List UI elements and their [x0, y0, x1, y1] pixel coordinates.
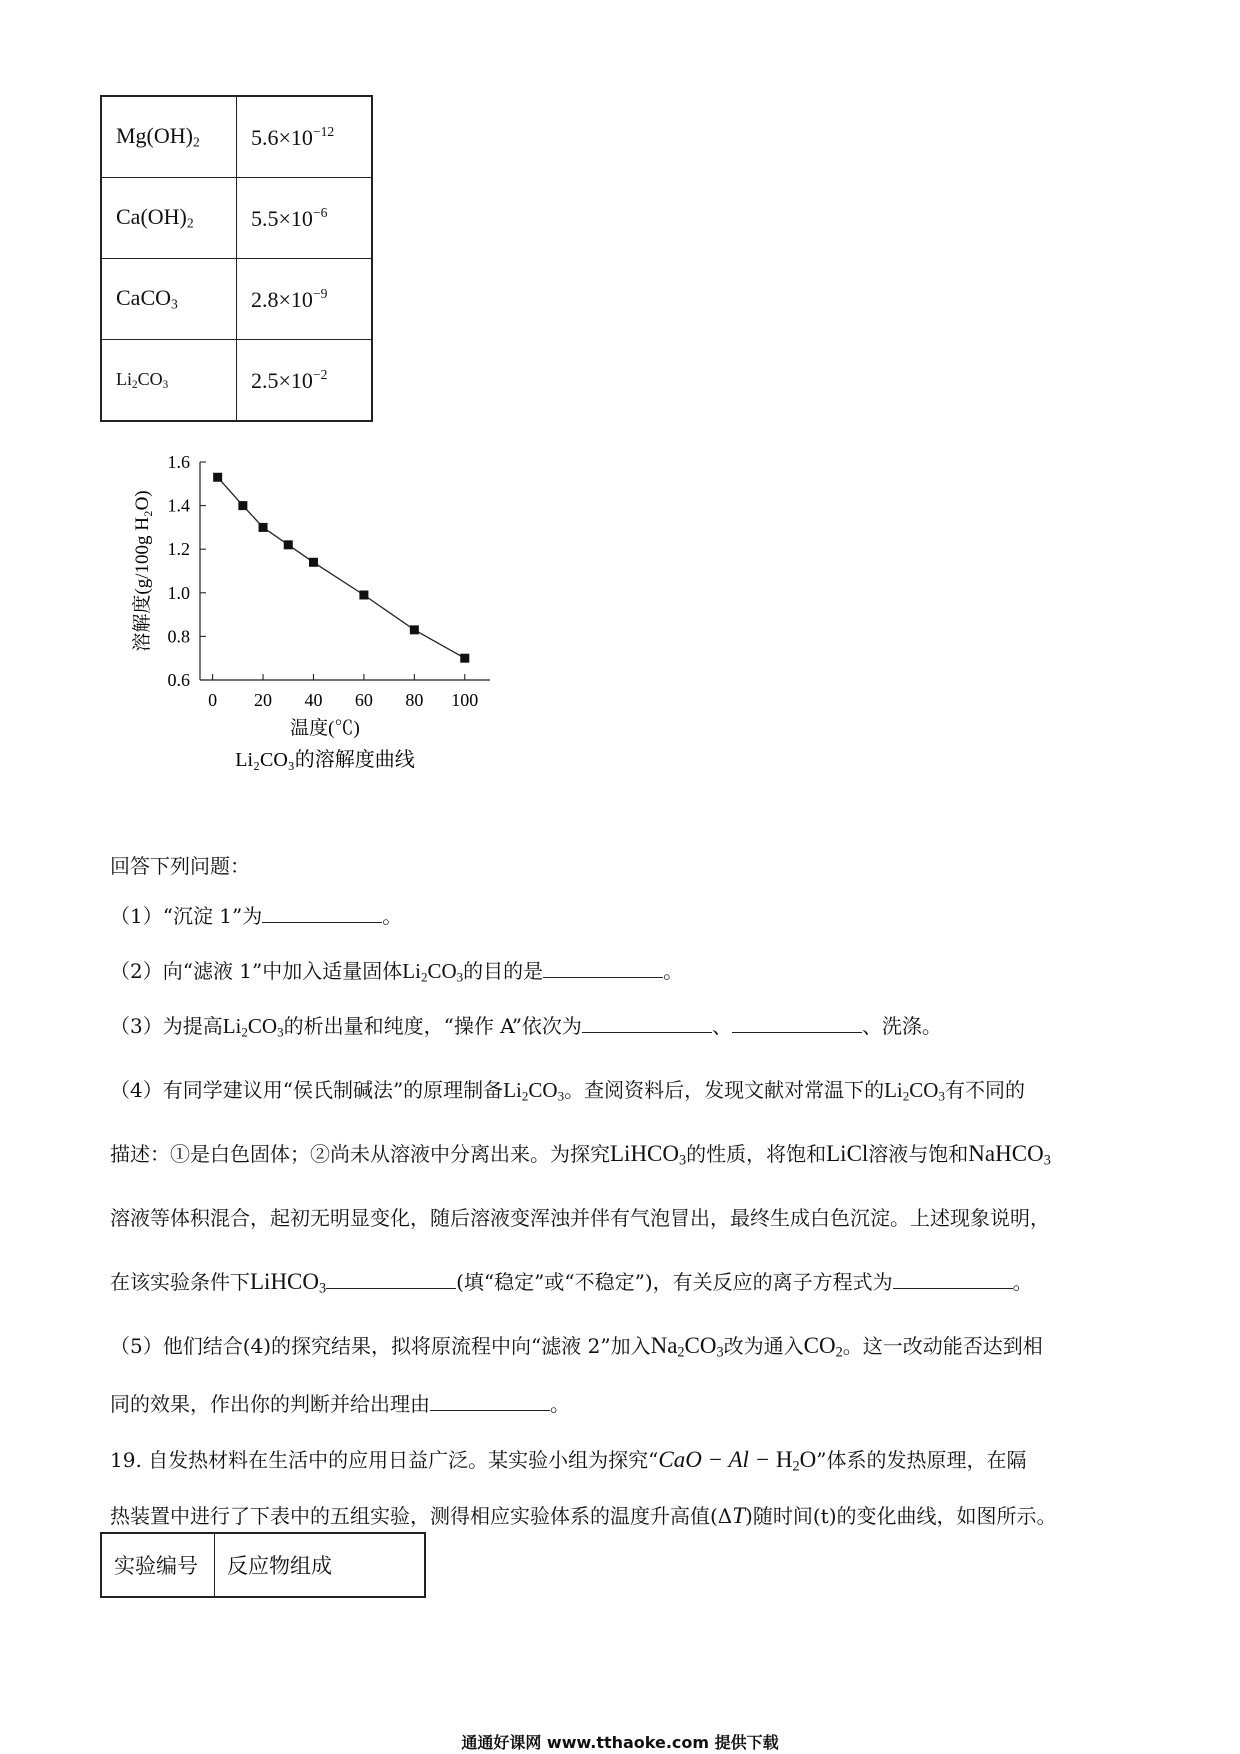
- formula-part: LiHCO: [250, 1269, 319, 1294]
- answer-blank[interactable]: [732, 1014, 862, 1033]
- x-tick-label: 0: [208, 690, 218, 710]
- x-tick-label: 60: [354, 690, 373, 710]
- question-5-line-2: [110, 1390, 1140, 1418]
- q3-sep: 、: [711, 1014, 732, 1038]
- x-tick-label: 20: [254, 690, 273, 710]
- q5-text-2: 改为通入: [723, 1334, 804, 1358]
- answer-blank[interactable]: [582, 1014, 712, 1033]
- ksp-value: 2.5×10: [251, 367, 313, 393]
- x-tick-label: 40: [304, 690, 323, 710]
- answer-blank[interactable]: [326, 1270, 456, 1289]
- q1-end: 。: [382, 904, 403, 928]
- compound-cell: [101, 340, 237, 422]
- ksp-value: 5.6×10: [251, 124, 313, 150]
- footer: 通通好课网 www.tthaoke.com 提供下载: [461, 1733, 779, 1752]
- formula-part: CO: [528, 1078, 558, 1102]
- formula-part: CO: [684, 1333, 717, 1358]
- ksp-value-cell: [237, 259, 373, 340]
- formula: [610, 1141, 687, 1169]
- table-row: [101, 178, 372, 259]
- subscript: 3: [319, 1280, 327, 1297]
- formula-part: CO: [427, 959, 457, 983]
- subscript: 2: [521, 1088, 529, 1104]
- x-tick-label: 80: [405, 690, 424, 710]
- exponent: −2: [312, 366, 328, 382]
- formula: CaO − Al −: [658, 1447, 776, 1472]
- subscript: 3: [557, 1088, 565, 1104]
- y-axis-label: 溶解度(g/100g H₂O): [132, 490, 153, 652]
- y-tick-label: 1.6: [167, 452, 190, 472]
- y-tick-label: 1.2: [167, 539, 190, 560]
- formula: LiCl: [826, 1141, 869, 1166]
- data-point: [213, 473, 222, 482]
- compound-name: CO: [137, 369, 163, 390]
- ksp-value: 5.5×10: [251, 205, 313, 231]
- subscript: 2: [677, 1344, 685, 1361]
- table-row: [101, 259, 372, 340]
- question-4-line-2: [110, 1140, 1140, 1175]
- answer-blank[interactable]: [893, 1270, 1013, 1289]
- exponent: −9: [312, 285, 328, 301]
- formula-part: CO: [803, 1333, 836, 1358]
- data-point: [410, 625, 419, 634]
- q4-end: 。: [1012, 1270, 1033, 1294]
- q3-text: （3）为提高: [110, 1014, 223, 1038]
- q3-text-2: 的析出量和纯度，“操作 A”依次为: [283, 1014, 582, 1038]
- question-4-line-1: [110, 1076, 1140, 1110]
- chart-points: [213, 473, 469, 663]
- subscript: 2: [835, 1344, 843, 1361]
- q19-text: 19. 自发热材料在生活中的应用日益广泛。某实验小组为探究“: [110, 1448, 659, 1472]
- subscript: 2: [132, 378, 138, 391]
- q5-text-3: 。这一改动能否达到相: [842, 1334, 1043, 1358]
- compound-cell: [101, 178, 237, 259]
- question-4-line-3: 溶液等体积混合，起初无明显变化，随后溶液变浑浊并伴有气泡冒出，最终生成白色沉淀。上述现象说明，: [110, 1206, 1050, 1230]
- question-19-line-2: [110, 1502, 1140, 1530]
- compound-name: Li: [116, 369, 132, 390]
- q4-text-3: 有不同的: [944, 1078, 1025, 1102]
- ksp-table: [100, 95, 373, 422]
- question-4-line-4: [110, 1268, 1140, 1303]
- chart-title: Li₂CO₃的溶解度曲线: [235, 749, 415, 771]
- subscript: 3: [1043, 1152, 1051, 1169]
- compound-name: Mg(OH): [116, 123, 193, 149]
- data-point: [238, 501, 247, 510]
- formula-part: Li: [503, 1078, 522, 1102]
- q4-text-2: 的性质，将饱和: [686, 1142, 827, 1166]
- subscript: 3: [679, 1152, 687, 1169]
- formula: [223, 1014, 284, 1038]
- formula: $Li_2CO_3$: [884, 1078, 945, 1104]
- formula: [503, 1078, 564, 1102]
- q4-text-2: 。查阅资料后，发现文献对常温下的: [564, 1078, 885, 1102]
- compound-cell: [101, 96, 237, 178]
- formula: [803, 1333, 843, 1361]
- data-point: [259, 523, 268, 532]
- subscript: 2: [241, 1024, 248, 1040]
- symbol: T: [732, 1503, 746, 1528]
- q19-text-2: )随时间(t)的变化曲线，如图所示。: [745, 1504, 1057, 1528]
- q2-end: 。: [663, 959, 684, 983]
- q4-text: （4）有同学建议用“侯氏制碱法”的原理制备: [110, 1078, 504, 1102]
- solubility-chart: [120, 440, 500, 780]
- table-row: [101, 1533, 425, 1597]
- subscript: 2: [792, 1458, 800, 1475]
- q4-text-3: 溶液与饱和: [868, 1142, 969, 1166]
- answer-blank[interactable]: [543, 959, 663, 978]
- table-row: [101, 340, 372, 422]
- data-point: [284, 540, 293, 549]
- formula: [250, 1269, 327, 1297]
- subscript: 2: [420, 969, 428, 985]
- q5-text: 同的效果，作出你的判断并给出理由: [110, 1392, 430, 1416]
- compound-name: Ca(OH): [116, 204, 187, 230]
- q3-end: 、洗涤。: [861, 1014, 942, 1038]
- formula-part: Li: [222, 1014, 242, 1038]
- question-3: [110, 1012, 1140, 1046]
- formula-part: Na: [650, 1333, 678, 1358]
- subscript: 3: [456, 969, 464, 985]
- y-tick-label: 1.4: [167, 495, 190, 516]
- formula: [775, 1447, 817, 1475]
- data-point: [359, 590, 368, 599]
- formula-part: H: [775, 1447, 793, 1472]
- formula: [402, 959, 463, 983]
- x-axis-label: 温度(℃): [290, 718, 360, 739]
- q4-text-2: (填“稳定”或“不稳定”)，有关反应的离子方程式为: [456, 1270, 893, 1294]
- q5-text: （5）他们结合(4)的探究结果，拟将原流程中向“滤液 2”加入: [110, 1334, 651, 1358]
- answer-blank[interactable]: [430, 1392, 550, 1411]
- header-cell: 实验编号: [101, 1533, 215, 1597]
- subscript: 2: [193, 134, 200, 150]
- series-line: [218, 477, 465, 658]
- x-tick-label: 100: [451, 690, 479, 710]
- q19-text: 热装置中进行了下表中的五组实验，测得相应实验体系的温度升高值(Δ: [110, 1504, 733, 1528]
- exponent: −6: [312, 204, 328, 220]
- question-1: [110, 902, 1140, 930]
- subscript: 2: [186, 215, 194, 231]
- q19-text-2: ”体系的发热原理，在隔: [816, 1448, 1027, 1472]
- ksp-value-cell: [237, 178, 373, 259]
- formula: [968, 1141, 1051, 1169]
- chart-ticks: [168, 452, 479, 710]
- data-point: [309, 558, 318, 567]
- formula-part: Li: [402, 959, 421, 983]
- question-2: [110, 957, 1140, 991]
- formula-part: LiHCO: [610, 1141, 679, 1166]
- compound-cell: [101, 259, 237, 340]
- y-tick-label: 0.6: [167, 670, 190, 690]
- formula-part: O: [799, 1447, 817, 1472]
- formula: [650, 1333, 724, 1361]
- subscript: 3: [716, 1344, 724, 1361]
- compound-name: CaCO: [116, 285, 171, 311]
- y-tick-label: 1.0: [167, 582, 190, 603]
- question-5-line-1: [110, 1332, 1140, 1367]
- ksp-value-cell: [237, 340, 373, 422]
- q2-text: （2）向“滤液 1”中加入适量固体: [110, 959, 403, 983]
- header-cell: 反应物组成: [215, 1533, 426, 1597]
- q4-text: 描述：①是白色固体；②尚未从溶液中分离出来。为探究: [110, 1142, 610, 1166]
- experiment-table: [100, 1532, 426, 1598]
- subscript: 3: [162, 378, 169, 391]
- answer-blank[interactable]: [262, 904, 382, 923]
- table-row: [101, 96, 372, 178]
- data-point: [460, 654, 469, 663]
- question-19-line-1: [110, 1446, 1140, 1481]
- q4-text: 在该实验条件下: [110, 1270, 250, 1294]
- questions-intro: 回答下列问题：: [110, 854, 250, 878]
- y-tick-label: 0.8: [167, 626, 190, 647]
- q1-text: （1）“沉淀 1”为: [110, 904, 263, 928]
- q5-end: 。: [550, 1392, 570, 1416]
- subscript: 3: [171, 296, 178, 312]
- q2-text-2: 的目的是: [463, 959, 544, 983]
- formula-part: CO: [247, 1014, 278, 1038]
- ksp-value: 2.8×10: [251, 286, 313, 312]
- subscript: 3: [277, 1024, 284, 1040]
- formula-part: NaHCO: [968, 1141, 1044, 1166]
- ksp-value-cell: [237, 96, 373, 178]
- exponent: −12: [312, 123, 335, 139]
